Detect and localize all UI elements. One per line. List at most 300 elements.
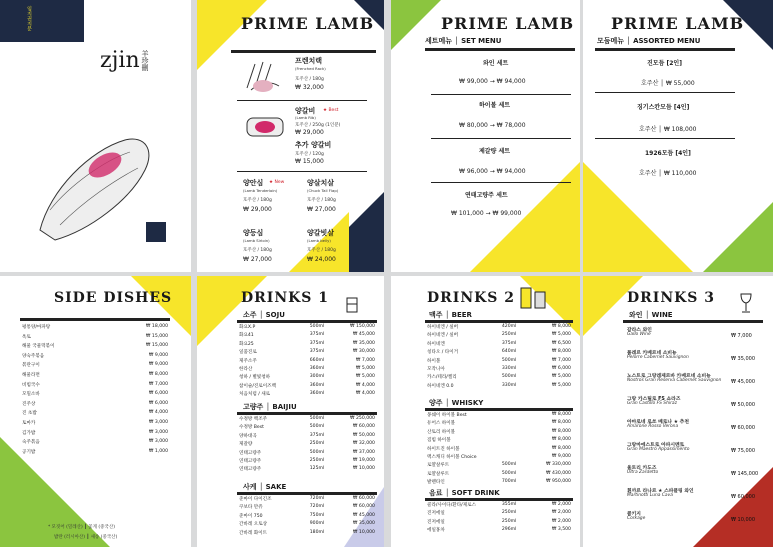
item-name: 연태고량주 — [239, 467, 262, 473]
wine-name: 폴레르 카베르네 소비뇽 — [627, 351, 677, 356]
item-price: ₩ 35,000 — [352, 340, 375, 346]
item-size: 500ml — [309, 424, 325, 430]
divider — [431, 94, 571, 95]
dish-price: ₩ 32,000 — [295, 84, 324, 91]
item-size: 640ml — [501, 349, 517, 355]
item-price: ₩ 4,000 — [355, 382, 375, 388]
item-name: 카스/테라/켈리 — [427, 375, 457, 381]
green-bottom-triangle — [703, 202, 773, 272]
divider — [237, 171, 367, 172]
set-menu-page — [391, 0, 580, 272]
cover-page — [0, 0, 191, 272]
item-name: 짐빔 하이볼 — [427, 438, 451, 444]
section-heading: 양주 │ WHISKY — [429, 399, 484, 407]
wine-name: 그랑 카스틸로 FS 쇼라즈 — [627, 397, 681, 402]
dish-name: 양안심 — [243, 179, 264, 187]
item-name: 토마카 — [22, 421, 36, 426]
item-price: ₩ 5,000 — [551, 382, 571, 388]
wine-price: ₩ 10,000 — [731, 517, 756, 523]
menu-row — [239, 341, 375, 347]
menu-row — [427, 462, 571, 468]
set-name: 제갈량 세트 — [479, 148, 511, 155]
item-size: 330ml — [501, 382, 517, 388]
item-name: 하이네켄 0.0 — [427, 383, 454, 389]
set-name: 진모듬 [2인] — [647, 60, 682, 67]
item-name: 참이슬/진로이즈백 — [239, 383, 277, 389]
item-size: 375ml — [501, 340, 517, 346]
item-name: 모작니아 — [427, 367, 445, 372]
item-size: 500ml — [309, 449, 325, 455]
side-dish-row — [22, 353, 168, 359]
item-size: 500ml — [501, 462, 517, 468]
section-heading: 세트메뉴 │ SET MENU — [425, 37, 502, 45]
wine-name: 그랑마에스트로 아파시멘토 — [627, 443, 685, 448]
side-dish-row — [22, 420, 168, 426]
wine-price: ₩ 35,000 — [731, 356, 756, 362]
item-name: 하이네켄 — [427, 341, 445, 347]
item-price: ₩ 6,500 — [551, 340, 571, 346]
item-price: ₩ 150,000 — [349, 324, 375, 329]
item-size: 296ml — [501, 527, 517, 533]
divider — [237, 100, 367, 101]
item-size: 355ml — [501, 502, 517, 507]
item-name: 양숙주볶음 — [22, 353, 45, 359]
item-name: 한라산 — [239, 367, 253, 372]
menu-row — [239, 349, 375, 355]
menu-row — [427, 479, 571, 485]
divider — [431, 182, 571, 183]
item-size: 500ml — [501, 470, 517, 476]
best-badge: ★ Best — [323, 108, 339, 113]
side-dish-row — [22, 410, 168, 416]
set-price: ₩ 96,000 → ₩ 94,000 — [459, 168, 526, 175]
item-price: ₩ 8,000 — [551, 437, 571, 443]
page-title: DRINKS 2 — [427, 290, 516, 306]
item-price: ₩ 10,000 — [352, 466, 375, 472]
item-price: ₩ 8,000 — [551, 420, 571, 426]
lamb-leg-illustration — [30, 90, 160, 250]
menu-row — [427, 502, 571, 508]
item-name: 수정방 백조주 — [239, 417, 268, 422]
menu-row — [427, 471, 571, 477]
dish-price: ₩ 29,000 — [295, 129, 324, 136]
dish-spec: 호주산 / 180g — [243, 248, 272, 253]
wine-name: 아마로네 로쏘 베로나 ★ 추천 — [627, 420, 689, 425]
item-name: 간바레 오토상 — [239, 522, 268, 528]
dish-en-name: (Lamb belly) — [307, 238, 331, 243]
item-name: 양하대곡 — [239, 433, 257, 439]
item-size: 180ml — [309, 529, 325, 535]
item-name: 맥스캐디 하이볼 Choice — [427, 455, 477, 460]
item-price: ₩ 19,000 — [352, 458, 375, 463]
drinks1-page — [197, 276, 384, 547]
section-heading: 맥주 │ BEER — [429, 311, 472, 319]
item-size: 375ml — [309, 332, 325, 338]
wine-price: ₩ 60,000 — [731, 494, 756, 500]
wine-price: ₩ 60,000 — [731, 425, 756, 431]
item-price: ₩ 9,000 — [148, 362, 168, 368]
origin-note: 밥란 (러시아산) ┃ 새송 (중국산) — [54, 535, 118, 540]
item-price: ₩ 330,000 — [545, 462, 571, 468]
drinks3-page — [583, 276, 773, 547]
title-rule — [20, 318, 170, 321]
dish-en-name: (Chuck Tail Flap) — [307, 188, 339, 193]
menu-row — [427, 358, 571, 364]
set-price: ₩ 80,000 → ₩ 78,000 — [459, 122, 526, 129]
dish-spec: 호주산 / 180g — [295, 77, 324, 82]
item-name: 해물라면 — [22, 373, 40, 378]
new-badge: ★ New — [269, 180, 285, 185]
dish-price: ₩ 15,000 — [295, 158, 324, 165]
item-price: ₩ 8,000 — [551, 349, 571, 355]
item-price: ₩ 32,000 — [352, 441, 375, 447]
item-size — [502, 412, 534, 418]
item-name: 진저에일 — [427, 519, 445, 525]
item-price: ₩ 15,000 — [145, 343, 168, 349]
dish-name: 양등심 — [243, 229, 264, 237]
wine-en-name: Corkage — [627, 516, 646, 521]
dish-name: 양갈빗살 — [307, 229, 335, 237]
side-dish-row — [22, 449, 168, 455]
menu-row — [239, 450, 375, 456]
menu-row — [427, 383, 571, 389]
set-name: 연태고량주 세트 — [465, 192, 508, 199]
side-dish-row — [22, 324, 168, 330]
item-name: 김가밥 — [22, 430, 36, 436]
wine-price: ₩ 50,000 — [731, 402, 756, 408]
menu-row — [239, 358, 375, 364]
menu-row — [239, 391, 375, 397]
section-rule — [425, 408, 573, 411]
set-price: ₩ 101,000 → ₩ 99,000 — [451, 210, 522, 217]
item-size: 250ml — [309, 458, 325, 463]
dish-en-name: (Lamb Rib) — [295, 115, 316, 120]
item-name: 화요41 — [239, 333, 254, 339]
item-size: 500ml — [309, 324, 325, 329]
menu-row — [239, 504, 375, 510]
menu-row — [427, 519, 571, 525]
title-rule — [231, 50, 376, 53]
set-price: 호주산 │ ₩ 110,000 — [639, 170, 697, 177]
menu-row — [239, 458, 375, 464]
item-price: ₩ 3,000 — [148, 429, 168, 435]
side-dish-row — [22, 372, 168, 378]
title-rule — [425, 48, 575, 51]
item-name: 칭타오 / 타이거 — [427, 350, 459, 356]
item-price: ₩ 6,000 — [148, 400, 168, 406]
dish-price: ₩ 24,000 — [307, 256, 336, 263]
item-price: ₩ 6,000 — [148, 391, 168, 397]
item-price: ₩ 18,000 — [145, 324, 168, 329]
item-name: 콜라/사이다/환타/제로스 — [427, 503, 477, 508]
item-name: 일품진로 — [239, 350, 257, 356]
cover-logo: zjin — [100, 48, 140, 73]
side-dish-row — [22, 401, 168, 407]
item-size: 375ml — [309, 340, 325, 346]
item-size: 300ml — [309, 374, 325, 380]
menu-row — [239, 383, 375, 389]
menu-row — [427, 446, 571, 452]
item-size: 500ml — [309, 416, 325, 421]
title-rule — [237, 320, 377, 323]
dish-name: 양살치살 — [307, 179, 335, 187]
page-title: DRINKS 1 — [241, 290, 330, 306]
item-price: ₩ 10,000 — [352, 529, 375, 535]
glass-icon — [345, 296, 359, 314]
wine-price: ₩ 145,000 — [731, 471, 759, 477]
item-price: ₩ 5,000 — [355, 374, 375, 380]
section-heading: 와인 │ WINE — [629, 311, 673, 319]
item-price: ₩ 3,000 — [148, 439, 168, 445]
item-price: ₩ 6,000 — [551, 366, 571, 371]
menu-row — [239, 513, 375, 519]
menu-row — [427, 510, 571, 516]
item-name: 하이네켄 / 실버 — [427, 325, 459, 330]
wine-en-name: Martinotti Luna Cava — [627, 493, 673, 498]
divider — [595, 138, 735, 139]
item-name: 에일홍차 — [427, 528, 445, 534]
side-dishes-page — [0, 276, 191, 547]
item-name: 하이네켄 / 실버 — [427, 333, 459, 339]
item-price: ₩ 3,500 — [551, 527, 571, 533]
set-name: 하이볼 세트 — [479, 102, 511, 109]
menu-row — [239, 496, 375, 502]
item-price: ₩ 37,000 — [352, 449, 375, 455]
item-size: 700ml — [501, 479, 517, 485]
wine-price: ₩ 75,000 — [731, 448, 756, 454]
wine-en-name: Amarone Rosso Verona — [627, 424, 679, 429]
item-size: 750ml — [309, 512, 325, 518]
item-price: ₩ 430,000 — [545, 470, 571, 476]
item-size: 360ml — [309, 382, 325, 388]
item-price: ₩ 3,000 — [148, 420, 168, 425]
drinks2-page — [391, 276, 580, 547]
section-heading: 모둠메뉴 │ ASSORTED MENU — [597, 37, 701, 45]
item-price: ₩ 250,000 — [349, 416, 375, 421]
dish-en-name: (Frenched Rack) — [295, 66, 326, 71]
item-price: ₩ 8,000 — [551, 428, 571, 434]
item-name: 하이볼 — [427, 358, 441, 364]
item-price: ₩ 35,000 — [352, 521, 375, 527]
section-heading: 사케 │ SAKE — [243, 483, 287, 491]
menu-row — [427, 324, 571, 330]
menu-row — [239, 466, 375, 472]
item-price: ₩ 2,000 — [551, 518, 571, 524]
item-name: 발렌타인 — [427, 480, 445, 486]
item-name: 평통양/마파탕 — [22, 325, 51, 330]
lamb-rib-illustration — [243, 112, 287, 142]
side-dish-row — [22, 343, 168, 349]
item-price: ₩ 60,000 — [352, 504, 375, 510]
item-name: 옥토 — [22, 334, 31, 340]
dish-spec: 호주산 / 120g — [295, 152, 324, 157]
cover-vertical-text: 임지권지문 — [26, 6, 32, 31]
set-name: 징기스칸모듬 [4인] — [637, 104, 690, 111]
menu-row — [427, 349, 571, 355]
dish-en-name: (Lamb Tenderloin) — [243, 188, 278, 193]
wine-en-name: Gran Castillo FS Shiraz — [627, 401, 677, 406]
menu-row — [239, 366, 375, 372]
page-title: PRIME LAMB — [441, 14, 575, 33]
menu-row — [427, 429, 571, 435]
page-title: PRIME LAMB — [611, 14, 745, 33]
item-size: 360ml — [309, 366, 325, 371]
item-price: ₩ 4,000 — [355, 391, 375, 397]
menu-row — [427, 366, 571, 372]
item-name: 수정방 Best — [239, 425, 264, 431]
item-size: 250ml — [501, 510, 517, 516]
dish-price: ₩ 27,000 — [243, 256, 272, 263]
item-name: 하이트진 하이볼 — [427, 446, 460, 452]
item-size: 250ml — [501, 518, 517, 524]
menu-row — [427, 527, 571, 533]
item-name: 숙주볶음 — [22, 440, 40, 446]
item-price: ₩ 9,000 — [148, 352, 168, 358]
item-price: ₩ 7,000 — [355, 357, 375, 363]
item-size: 375ml — [309, 432, 325, 438]
item-name: 준마이 750 — [239, 513, 263, 519]
menu-row — [239, 433, 375, 439]
side-dish-row — [22, 362, 168, 368]
divider — [595, 92, 735, 93]
menu-row — [239, 521, 375, 527]
dish-en-name: (Lamb Sirloin) — [243, 238, 270, 243]
item-price: ₩ 2,000 — [551, 510, 571, 516]
page-title: DRINKS 3 — [627, 290, 716, 306]
section-heading: 음료 │ SOFT DRINK — [429, 489, 500, 497]
menu-row — [239, 441, 375, 447]
menu-row — [427, 454, 571, 460]
item-name: 연태고량주 — [239, 450, 262, 456]
item-price: ₩ 8,000 — [551, 445, 571, 451]
side-dish-row — [22, 334, 168, 340]
item-name: 화요25 — [239, 341, 254, 347]
wine-en-name: Gallo Wine — [627, 332, 651, 337]
dish-price: ₩ 29,000 — [243, 206, 272, 213]
side-dish-row — [22, 391, 168, 397]
item-price: ₩ 950,000 — [545, 479, 571, 485]
item-name: 쿠보타 만쥬 — [239, 505, 263, 511]
item-name: 진 초밥 — [22, 411, 37, 417]
wine-price: ₩ 45,000 — [731, 379, 756, 385]
cover-logo-hanja: 羊珍刪 — [141, 50, 149, 71]
item-size: 660ml — [309, 357, 325, 363]
wine-en-name: Ultra Zardetto — [627, 470, 659, 475]
item-size: 500ml — [501, 374, 517, 380]
wine-name: 울트리 카도즈 — [627, 466, 657, 471]
item-price: ₩ 50,000 — [352, 432, 375, 438]
divider — [431, 138, 571, 139]
item-size — [502, 454, 534, 460]
page-title: PRIME LAMB — [241, 14, 375, 33]
red-bottom-triangle — [693, 467, 773, 547]
menu-row — [427, 332, 571, 338]
prime-lamb-page — [197, 0, 384, 272]
dish-spec: 호주산 / 180g — [307, 198, 336, 203]
item-size: 720ml — [309, 496, 325, 501]
item-price: ₩ 60,000 — [352, 496, 375, 501]
item-price: ₩ 45,000 — [352, 512, 375, 518]
item-price: ₩ 7,000 — [551, 357, 571, 363]
item-name: 산토리 하이볼 — [427, 429, 456, 435]
menu-row — [239, 530, 375, 536]
item-size — [502, 420, 534, 426]
item-name: 처음처럼 / 새로 — [239, 392, 271, 398]
item-price: ₩ 9,000 — [551, 454, 571, 459]
dish-spec: 호주산 / 180g — [243, 198, 272, 203]
wine-name: 흰까르 라나르 ★ 스파클링 와인 — [627, 489, 694, 494]
item-name: 제갈량 — [239, 442, 253, 448]
menu-row — [239, 424, 375, 430]
item-name: 로얄살루트 — [427, 471, 450, 477]
item-size: 250ml — [501, 332, 517, 338]
side-dish-row — [22, 439, 168, 445]
menu-row — [427, 412, 571, 418]
item-size: 500ml — [501, 357, 517, 363]
wine-name: 노스트로 그랑레제르바 카베르네 소비뇽 — [627, 374, 711, 379]
yellow-bottom-triangle — [470, 162, 580, 272]
item-price: ₩ 60,000 — [352, 424, 375, 430]
item-size: 360ml — [309, 391, 325, 397]
item-name: 모밀소바 — [22, 392, 40, 398]
item-size — [502, 429, 534, 435]
item-price: ₩ 1,000 — [148, 448, 168, 454]
title-rule — [595, 48, 735, 51]
item-name: 청하 / 별빛청하 — [239, 375, 271, 381]
item-name: 화요X.P — [239, 325, 256, 330]
dish-name: 프렌치랙 — [295, 57, 323, 65]
menu-row — [427, 437, 571, 443]
assorted-menu-page — [583, 0, 773, 272]
item-name: 몽쉐이 하이볼 Best — [427, 413, 467, 418]
item-name: 해물 국물떡볶이 — [22, 344, 55, 350]
section-rule — [237, 492, 377, 495]
item-name: 비빔국수 — [22, 382, 40, 388]
title-rule — [425, 320, 573, 323]
cover-badge — [146, 222, 166, 242]
item-price: ₩ 4,000 — [148, 410, 168, 416]
item-size: 125ml — [309, 466, 325, 472]
item-name: 진주상 — [22, 401, 36, 407]
side-dish-row — [22, 382, 168, 388]
wine-glass-icon — [739, 292, 753, 314]
cover-header-block — [0, 0, 84, 42]
title-rule — [623, 320, 763, 323]
item-name: 진저에일 — [427, 511, 445, 517]
menu-row — [427, 341, 571, 347]
item-price: ₩ 5,000 — [551, 332, 571, 338]
set-price: 호주산 │ ₩ 55,000 — [641, 80, 695, 87]
item-name: 볶란구이 — [22, 363, 40, 369]
item-price: ₩ 30,000 — [352, 349, 375, 355]
item-size: 250ml — [309, 441, 325, 447]
menu-row — [427, 420, 571, 426]
menu-row — [427, 374, 571, 380]
item-size — [502, 446, 534, 452]
menu-row — [239, 374, 375, 380]
wine-en-name: Pelorre Cabernet Sauvignon — [627, 355, 689, 360]
menu-row — [239, 416, 375, 422]
item-name: 준마이 다이긴조 — [239, 497, 272, 502]
item-price: ₩ 2,000 — [551, 502, 571, 507]
item-price: ₩ 5,000 — [551, 374, 571, 380]
item-size: 720ml — [309, 504, 325, 510]
section-heading: 고량주 │ BAIJIU — [243, 403, 297, 411]
item-name: 공기밥 — [22, 449, 36, 455]
set-price: 호주산 │ ₩ 108,000 — [639, 126, 697, 133]
section-rule — [425, 498, 573, 501]
item-price: ₩ 8,000 — [551, 412, 571, 417]
